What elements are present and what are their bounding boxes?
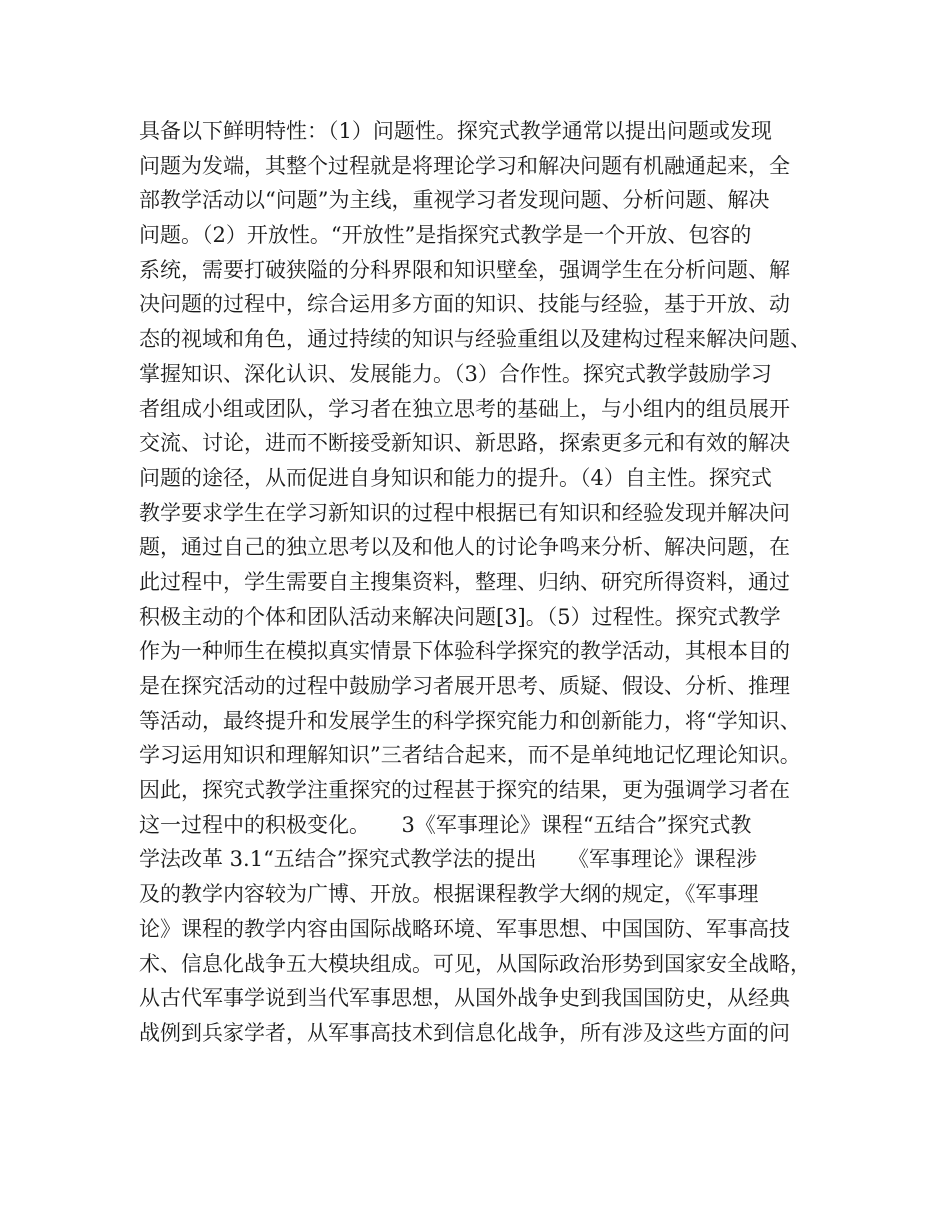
text-line: 具备以下鲜明特性：（1）问题性。探究式教学通常以提出问题或发现 — [139, 119, 772, 143]
text-line: 者组成小组或团队，学习者在独立思考的基础上，与小组内的组员展开 — [139, 396, 790, 421]
text-line: 问题为发端，其整个过程就是将理论学习和解决问题有机融通起来，全 — [139, 153, 790, 178]
text-line: 交流、讨论，进而不断接受新知识、新思路，探索更多元和有效的解决 — [139, 431, 790, 456]
text-line: 掌握知识、深化认识、发展能力。（3）合作性。探究式教学鼓励学习 — [139, 361, 772, 386]
text-line: 系统，需要打破狭隘的分科界限和知识壁垒，强调学生在分析问题、解 — [139, 257, 790, 282]
text-line: 态的视域和角色，通过持续的知识与经验重组以及建构过程来解决问题、 — [139, 327, 811, 352]
text-line: 问题的途径，从而促进自身知识和能力的提升。（4）自主性。探究式 — [139, 465, 772, 490]
text-line: 决问题的过程中，综合运用多方面的知识、技能与经验，基于开放、动 — [139, 292, 790, 317]
text-line: 这一过程中的积极变化。 3《军事理论》课程“五结合”探究式教 — [139, 812, 752, 837]
text-line: 是在探究活动的过程中鼓励学习者展开思考、质疑、假设、分析、推理 — [139, 674, 790, 698]
text-line: 部教学活动以“问题”为主线，重视学习者发现问题、分析问题、解决 — [139, 188, 770, 213]
text-line: 此过程中，学生需要自主搜集资料，整理、归纳、研究所得资料，通过 — [139, 569, 790, 594]
text-line: 问题。（2）开放性。“开放性”是指探究式教学是一个开放、包容的 — [139, 223, 752, 248]
text-line: 从古代军事学说到当代军事思想，从国外战争史到我国国防史，从经典 — [139, 986, 790, 1011]
body-text — [139, 114, 839, 1051]
text-line: 学习运用知识和理解知识”三者结合起来，而不是单纯地记忆理论知识。 — [139, 743, 801, 768]
text-line: 教学要求学生在学习新知识的过程中根据已有知识和经验发现并解决问 — [139, 500, 790, 525]
text-line: 及的教学内容较为广博、开放。根据课程教学大纲的规定，《军事理 — [139, 882, 759, 907]
text-line: 题，通过自己的独立思考以及和他人的讨论争鸣来分析、解决问题，在 — [139, 535, 790, 560]
text-line: 作为一种师生在模拟真实情景下体验科学探究的教学活动，其根本目的 — [139, 639, 790, 664]
text-line: 术、信息化战争五大模块组成。可见，从国际政治形势到国家安全战略， — [139, 951, 811, 976]
text-line: 战例到兵家学者，从军事高技术到信息化战争，所有涉及这些方面的问 — [139, 1020, 790, 1045]
text-line: 因此，探究式教学注重探究的过程甚于探究的结果，更为强调学习者在 — [139, 778, 790, 803]
text-line: 等活动，最终提升和发展学生的科学探究能力和创新能力，将“学知识、 — [139, 708, 801, 733]
text-line: 论》课程的教学内容由国际战略环境、军事思想、中国国防、军事高技 — [139, 916, 790, 941]
text-line: 积极主动的个体和团队活动来解决问题[3]。（5）过程性。探究式教学 — [139, 604, 781, 629]
text-line: 学法改革 3.1“五结合”探究式教学法的提出 《军事理论》课程涉 — [139, 847, 758, 872]
